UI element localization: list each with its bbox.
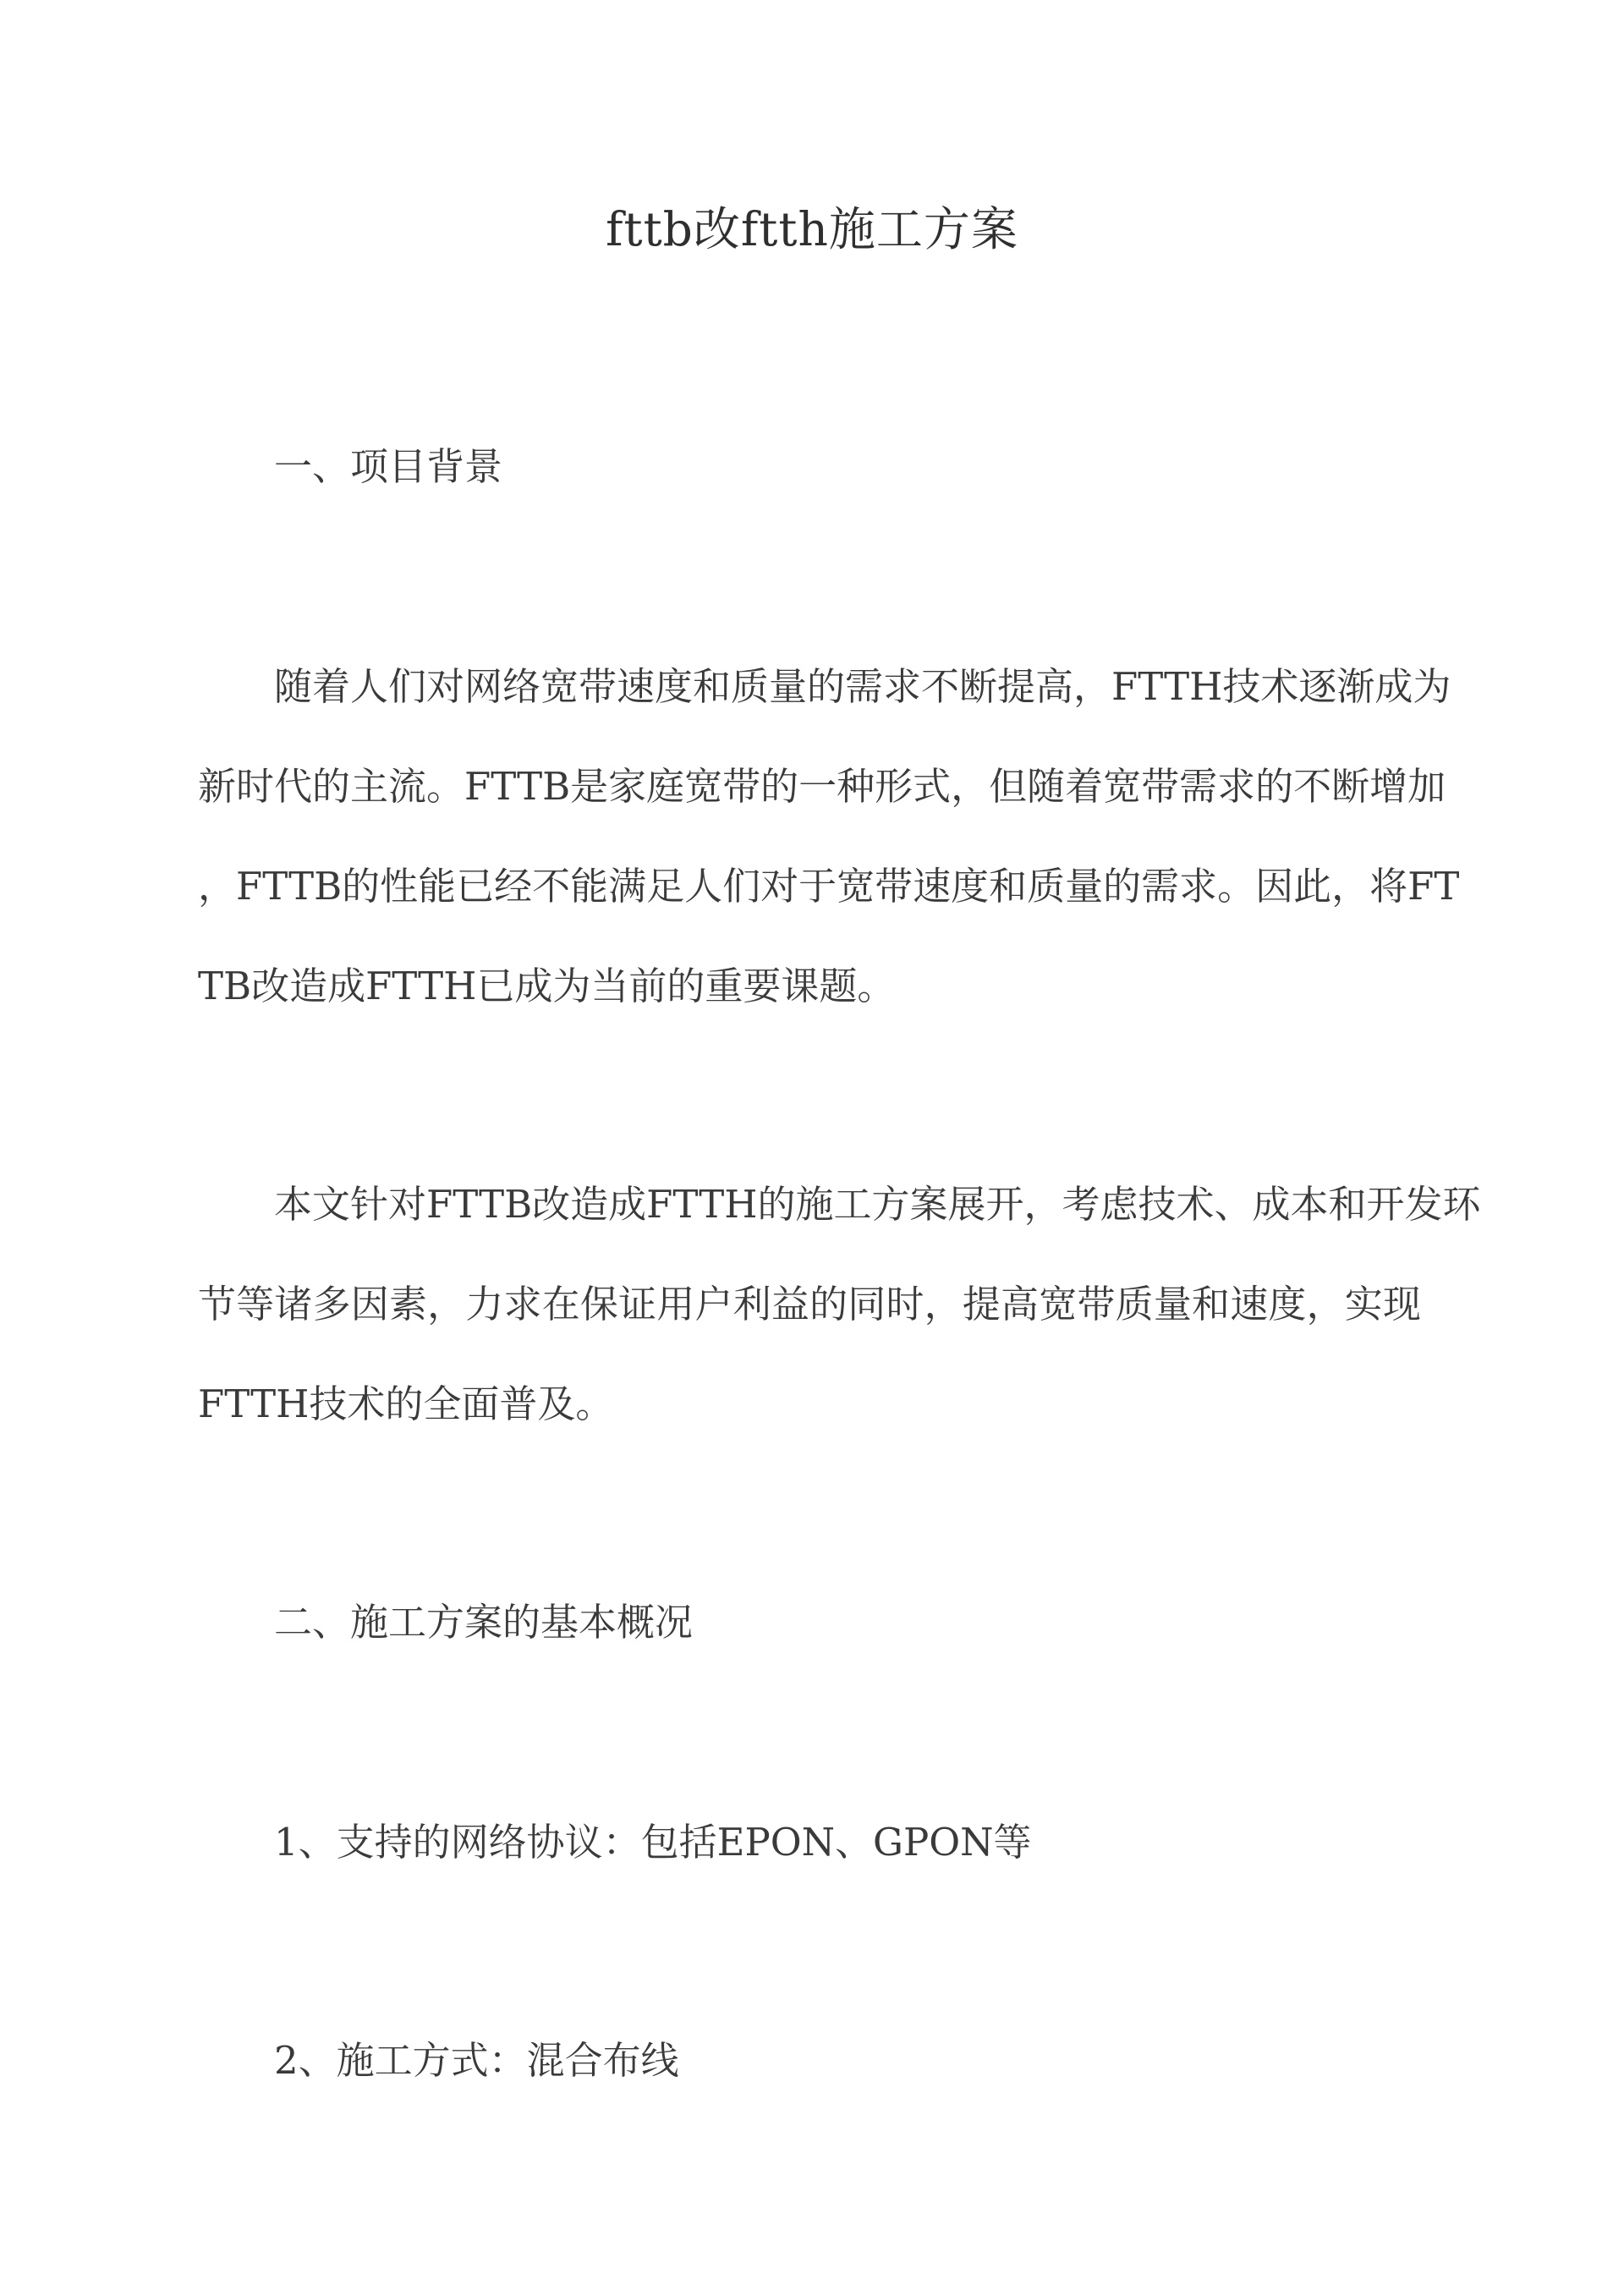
paragraph-line: ，FTTB的性能已经不能满足人们对于宽带速度和质量的需求。因此，将FT bbox=[198, 864, 1460, 909]
section-heading-background: 一、项目背景 bbox=[274, 444, 503, 489]
paragraph-line: FTTH技术的全面普及。 bbox=[198, 1381, 614, 1426]
paragraph-line: 随着人们对网络宽带速度和质量的需求不断提高，FTTH技术逐渐成为 bbox=[274, 664, 1451, 709]
paragraph-line: 节等诸多因素，力求在保证用户利益的同时，提高宽带质量和速度，实现 bbox=[198, 1282, 1421, 1327]
paragraph-line: 本文针对FTTB改造成FTTH的施工方案展开，考虑技术、成本和开发环 bbox=[274, 1182, 1481, 1227]
list-item-construction-method: 2、施工方式：混合布线 bbox=[274, 2038, 679, 2083]
document-title: fttb改ftth施工方案 bbox=[606, 202, 1018, 256]
paragraph-line: 新时代的主流。FTTB是家庭宽带的一种形式，但随着宽带需求的不断增加 bbox=[198, 764, 1446, 809]
paragraph-line: TB改造成FTTH已成为当前的重要课题。 bbox=[198, 964, 896, 1008]
list-item-protocols: 1、支持的网络协议：包括EPON、GPON等 bbox=[274, 1820, 1032, 1865]
section-heading-overview: 二、施工方案的基本概况 bbox=[274, 1600, 694, 1645]
